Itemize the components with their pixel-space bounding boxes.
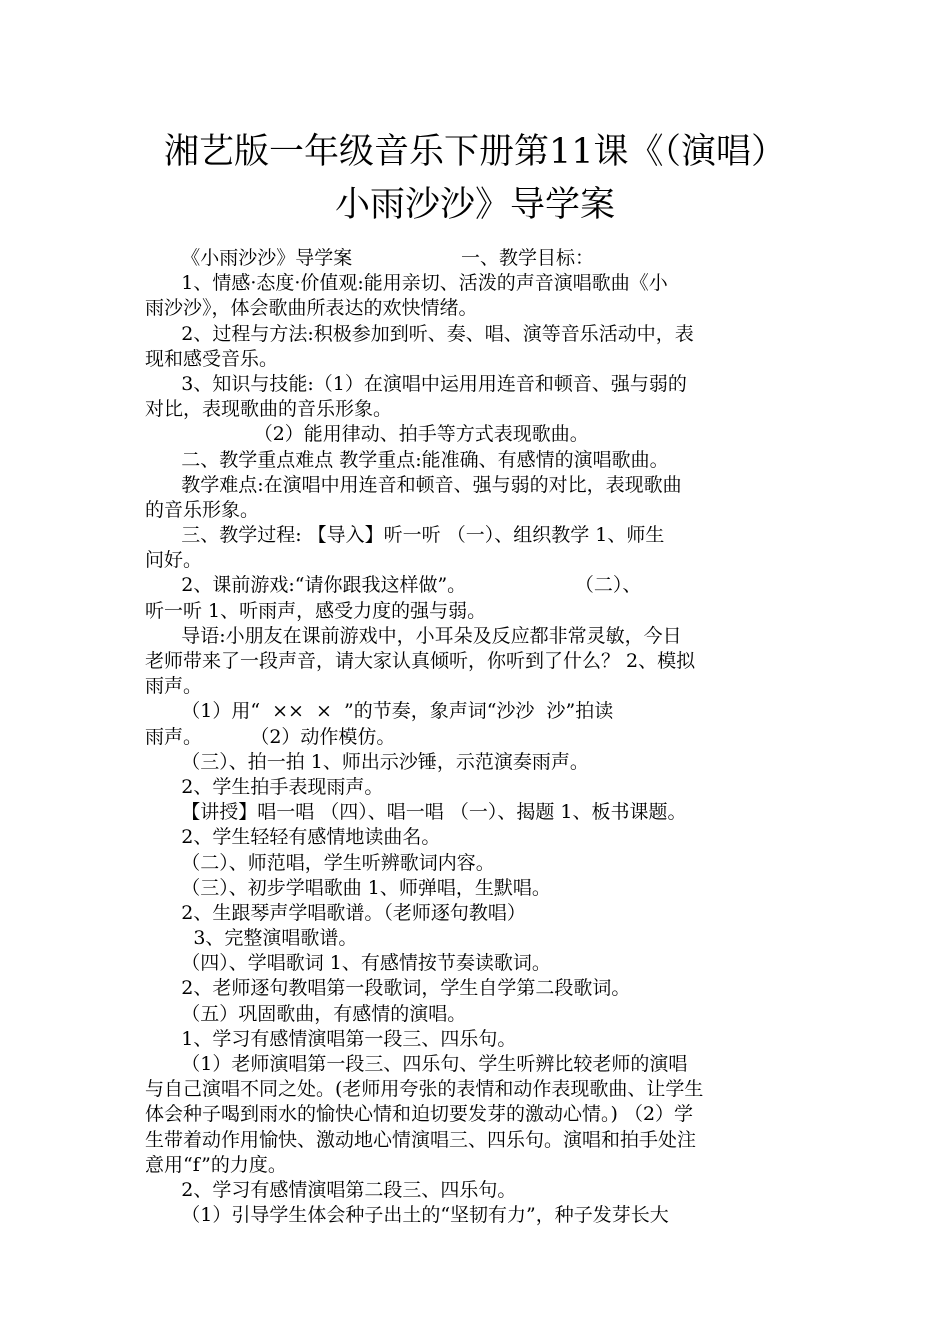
document-title-line-2: 小雨沙沙》导学案	[334, 185, 615, 225]
body-line: 听一听 1、听雨声，感受力度的强与弱。	[145, 599, 487, 622]
body-line: （1）用“ ×× × ”的节奏，象声词“沙沙 沙”拍读	[145, 700, 614, 723]
body-line: 三、教学过程: 【导入】听一听 （一）、组织教学 1、师生	[145, 524, 665, 547]
body-line: （二）、师范唱，学生听辨歌词内容。	[145, 851, 495, 874]
body-line: 导语:小朋友在课前游戏中，小耳朵及反应都非常灵敏，今日	[145, 624, 682, 647]
body-line: 雨声。	[145, 675, 203, 698]
body-line: 2、生跟琴声学唱歌谱。（老师逐句教唱）	[145, 901, 526, 924]
body-line: 雨沙沙》，体会歌曲所表达的欢快情绪。	[145, 297, 478, 320]
body-line: （1）老师演唱第一段三、四乐句、学生听辨比较老师的演唱	[145, 1053, 688, 1075]
body-line: 3、知识与技能:（1）在演唱中运用用连音和顿音、强与弱的	[145, 372, 687, 395]
body-line: 体会种子喝到雨水的愉快心情和迫切要发芽的激动心情。) （2）学	[145, 1103, 694, 1126]
body-line: 2、学生拍手表现雨声。	[145, 775, 384, 798]
body-line: 2、老师逐句教唱第一段歌词，学生自学第二段歌词。	[145, 977, 631, 1000]
body-line: 问好。	[145, 549, 203, 572]
body-line: 意用“f”的力度。	[145, 1153, 287, 1176]
document-body	[145, 246, 815, 1228]
body-line: 2、课前游戏:“请你跟我这样做”。 （二）、	[145, 574, 642, 597]
body-line: 雨声。 （2）动作模仿。	[145, 725, 396, 748]
body-line: 与自己演唱不同之处。(老师用夸张的表情和动作表现歌曲、让学生	[145, 1078, 704, 1101]
body-line: （五）巩固歌曲，有感情的演唱。	[145, 1002, 467, 1025]
body-line: 生带着动作用愉快、激动地心情演唱三、四乐句。演唱和拍手处注	[145, 1128, 697, 1151]
body-line: 现和感受音乐。	[145, 347, 279, 370]
body-line: 3、完整演唱歌谱。	[145, 927, 358, 950]
body-line: 2、学生轻轻有感情地读曲名。	[145, 826, 441, 849]
body-line: （2）能用律动、拍手等方式表现歌曲。	[145, 423, 589, 446]
body-line: 2、学习有感情演唱第二段三、四乐句。	[145, 1178, 517, 1201]
body-line: （三）、拍一拍 1、师出示沙锤，示范演奏雨声。	[145, 750, 589, 773]
document-title-line-1: 湘艺版一年级音乐下册第11课《（演唱）	[163, 132, 787, 172]
body-line: 老师带来了一段声音，请大家认真倾听，你听到了什么？ 2、模拟	[145, 650, 696, 672]
body-line: 1、学习有感情演唱第一段三、四乐句。	[145, 1027, 517, 1050]
body-line: 《小雨沙沙》导学案 一、教学目标：	[145, 247, 594, 269]
body-line: 二、教学重点难点 教学重点:能准确、有感情的演唱歌曲。	[145, 448, 669, 471]
body-line: 教学难点:在演唱中用连音和顿音、强与弱的对比，表现歌曲	[145, 473, 682, 496]
body-line: 2、过程与方法:积极参加到听、奏、唱、演等音乐活动中，表	[145, 322, 694, 345]
body-line: 的音乐形象。	[145, 498, 260, 521]
body-line: （四）、学唱歌词 1、有感情按节奏读歌词。	[145, 952, 551, 975]
body-line: （1）引导学生体会种子出土的“坚韧有力”，种子发芽长大	[145, 1204, 669, 1227]
body-line: 对比，表现歌曲的音乐形象。	[145, 398, 393, 421]
body-line: （三）、初步学唱歌曲 1、师弹唱，生默唱。	[145, 876, 551, 899]
body-line: 1、情感·态度·价值观:能用亲切、活泼的声音演唱歌曲《小	[145, 272, 668, 295]
body-line: 【讲授】唱一唱 （四）、唱一唱 （一）、揭题 1、板书课题。	[145, 801, 687, 824]
